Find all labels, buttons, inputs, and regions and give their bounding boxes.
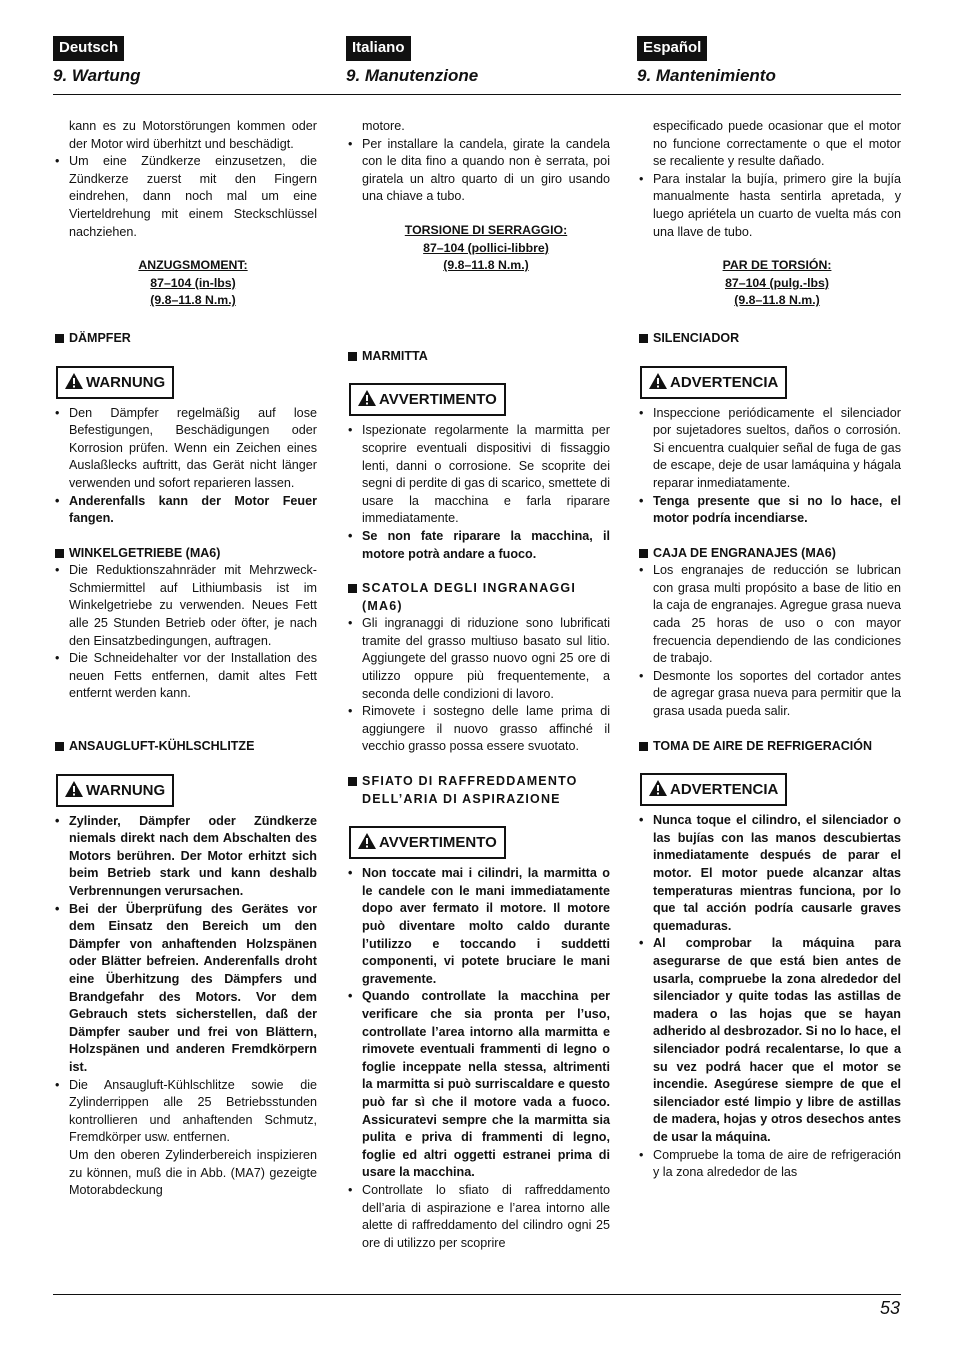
heading-muffler: SILENCIADOR bbox=[637, 330, 901, 348]
warning-triangle-icon bbox=[64, 780, 84, 798]
header-deutsch bbox=[53, 36, 317, 87]
square-bullet-icon bbox=[55, 334, 64, 343]
bullet-item: • Se non fate riparare la macchina, il motore potrà andare a fuoco. bbox=[346, 528, 610, 563]
bullet-item: • Tenga presente que si no lo hace, el motor podría incendiarse. bbox=[637, 493, 901, 528]
bullet-item: • Anderenfalls kann der Motor Feuer fangen. bbox=[53, 493, 317, 528]
section-title-espanol: 9. Mantenimiento bbox=[637, 66, 776, 85]
warning-triangle-icon bbox=[357, 389, 377, 407]
torque-label: ANZUGSMOMENT: bbox=[138, 258, 248, 273]
warning-box: ADVERTENCIA bbox=[640, 366, 787, 399]
warning-box: ADVERTENCIA bbox=[640, 773, 787, 806]
warning-box: WARNUNG bbox=[56, 366, 174, 399]
footer-divider bbox=[53, 1294, 901, 1295]
torque-value-inlbs: 87–104 (in-lbs) bbox=[150, 275, 236, 290]
section-title-deutsch: 9. Wartung bbox=[53, 66, 141, 85]
language-tab-espanol: Español bbox=[637, 36, 707, 61]
header-divider bbox=[53, 94, 901, 95]
column-italiano bbox=[346, 118, 610, 1252]
heading-gearbox: CAJA DE ENGRANAJES (MA6) bbox=[637, 545, 901, 563]
heading-muffler: MARMITTA bbox=[346, 348, 610, 366]
bullet-item: • Inspeccione periódicamente el silenciador por sujetadores sueltos, daños o corrosión. Si encuentra cualquier señal de fuga de gas de escape, deje de usar lamáquina y hágala reparar inmediatamente. bbox=[637, 405, 901, 493]
heading-gearbox: SCATOLA DEGLI INGRANAGGI (MA6) bbox=[346, 580, 610, 615]
bullet-item: • Den Dämpfer regelmäßig auf lose Befestigungen, Beschädigungen oder Korrosion prüfen. Wenn ein Zeichen eines Auslaßlecks auftritt, das Gerät nicht länger verwenden und sofort reparieren lassen. bbox=[53, 405, 317, 493]
heading-muffler: DÄMPFER bbox=[53, 330, 317, 348]
torque-label: TORSIONE DI SERRAGGIO: bbox=[404, 222, 568, 237]
paragraph: motore. bbox=[362, 119, 405, 133]
torque-value-inlbs: 87–104 (pollici-libbre) bbox=[423, 240, 549, 255]
bullet-item: • Al comprobar la máquina para asegurarse de que está bien antes de usarla, compruebe la zona alrededor del silenciador y quite todas las astillas de madera o las hojas que se hayan adherido al desbrozador. Si no lo hace, el silenciador podrá recalentarse, lo que a su vez podrá hacer que el motor se incendie. Asegúrese siempre de que el silenciador esté limpio y libre de astillas de madera, hojas y otros desechos antes de usar la máquina. bbox=[637, 935, 901, 1146]
bullet-item: • Compruebe la toma de aire de refrigeración y la zona alrededor de las bbox=[637, 1147, 901, 1182]
heading-air-intake: ANSAUGLUFT-KÜHLSCHLITZE bbox=[53, 738, 317, 756]
bullet-item: • Ispezionate regolarmente la marmitta per scoprire eventuali dispositivi di fissaggio lenti, danni o corrosione. Se scoprite dei segni di perdite di gas di scarico, smettete di usare la macchina e farla riparare immediatamente. bbox=[346, 422, 610, 528]
column-espanol bbox=[637, 118, 901, 1182]
bullet-item: • Quando controllate la macchina per verificare che sia pronta per l’uso, controllate l’area intorno alla marmitta e rimovete eventuali frammenti di legno o foglie inceppate nella stessa, altrimenti la marmitta si può surriscaldare e questo può far sì che il motore vada a fuoco. Assicuratevi sempre che la marmitta sia pulita e priva di frammenti di legno, foglie ed altri oggetti estranei prima di usare la macchina. bbox=[346, 988, 610, 1182]
paragraph: especificado puede ocasionar que el motor no funcione correctamente o que el motor se recaliente y resulte dañado. bbox=[653, 119, 901, 169]
square-bullet-icon bbox=[348, 584, 357, 593]
warning-triangle-icon bbox=[648, 779, 668, 797]
bullet-item: • Die Ansaugluft-Kühlschlitze sowie die Zylinderrippen alle 25 Betriebsstunden kontrollieren und anhaftenden Schmutz, Fremdkörper usw. entfernen. bbox=[53, 1077, 317, 1147]
torque-value-nm: (9.8–11.8 N.m.) bbox=[734, 293, 820, 308]
warning-triangle-icon bbox=[648, 372, 668, 390]
warning-triangle-icon bbox=[357, 832, 377, 850]
page-number: 53 bbox=[879, 1298, 900, 1318]
bullet-item: • Zylinder, Dämpfer oder Zündkerze niemals direkt nach dem Abschalten des Motors berühren. Der Motor erhitzt sich beim Betrieb stark und kann deshalb Verbrennungen verursachen. bbox=[53, 813, 317, 901]
paragraph: Um den oberen Zylinderbereich inspizieren zu können, muß die in Abb. (MA7) gezeigte Motorabdeckung bbox=[69, 1147, 317, 1198]
language-tab-italiano: Italiano bbox=[346, 36, 411, 61]
torque-value-inlbs: 87–104 (pulg.-lbs) bbox=[725, 275, 829, 290]
heading-air-intake: SFIATO DI RAFFREDDAMENTO DELL’ARIA DI ASPIRAZIONE bbox=[346, 773, 610, 808]
bullet-item: • Die Schneidehalter vor der Installation des neuen Fetts entfernen, damit altes Fett entfernt werden kann. bbox=[53, 650, 317, 703]
paragraph: kann es zu Motorstörungen kommen oder der Motor wird überhitzt und beschädigt. bbox=[69, 119, 317, 151]
heading-air-intake: TOMA DE AIRE DE REFRIGERACIÓN bbox=[637, 738, 901, 756]
square-bullet-icon bbox=[55, 742, 64, 751]
bullet-item: • Los engranajes de reducción se lubrican con grasa multi propósito a base de litio en la caja de engranajes. Agregue grasa nueva cada 25 horas de uso o con mayor frecuencia dependiendo de las condiciones de trabajo. bbox=[637, 562, 901, 668]
square-bullet-icon bbox=[639, 742, 648, 751]
bullet-item: • Per installare la candela, girate la candela con le dita fino a quando non è serrata, poi giratela un altro quarto di un giro usando una chiave a tubo. bbox=[346, 136, 610, 206]
warning-box: WARNUNG bbox=[56, 774, 174, 807]
bullet-item: • Die Reduktionszahnräder mit Mehrzweck-Schmiermittel auf Lithiumbasis ist im Winkelgetriebe zu verwenden. Neues Fett alle 25 Stunden Betrieb oder öfter, je nach den Einsatzbedingungen, auftragen. bbox=[53, 562, 317, 650]
language-tab-deutsch: Deutsch bbox=[53, 36, 124, 61]
bullet-item: • Controllate lo sfiato di raffreddamento dell’aria di aspirazione e l’area intorno alle alette di raffreddamento del cilindro ogni 25 ore di utilizzo per scoprire bbox=[346, 1182, 610, 1252]
bullet-item: • Um eine Zündkerze einzusetzen, die Zündkerze zuerst mit den Fingern eindrehen, dann noch mal um eine Vierteldrehung mit einem Steckschlüssel nachziehen. bbox=[53, 153, 317, 241]
heading-gearbox: WINKELGETRIEBE (MA6) bbox=[53, 545, 317, 563]
bullet-item: • Bei der Überprüfung des Gerätes vor dem Einsatz den Bereich um den Dämpfer von anhaftenden Holzspänen oder Blätter befreien. Anderenfalls droht eine Überhitzung des Dämpfers und Brandgefahr des Motors. Vor dem Gebrauch stets sicherstellen, daß der Dämpfer sauber und frei von Blättern, Holzspänen und anderen Fremdkörpern ist. bbox=[53, 901, 317, 1077]
bullet-item: • Gli ingranaggi di riduzione sono lubrificati tramite del grasso multiuso basato sul litio. Aggiungete del grasso nuovo ogni 25 ore di utilizzo oppure più frequentemente, a seconda delle condizioni di lavoro. bbox=[346, 615, 610, 703]
bullet-item: • Para instalar la bujía, primero gire la bujía manualmente hasta sentirla apretada, y luego apriétela un cuarto de vuelta más con una llave de tubo. bbox=[637, 171, 901, 241]
column-deutsch bbox=[53, 118, 317, 1200]
bullet-item: • Non toccate mai i cilindri, la marmitta o le candele con le mani immediatamente dopo aver fermato il motore. Il motore può diventare molto caldo durante l’utilizzo e toccando i suddetti componenti, vi potete bruciare le mani gravemente. bbox=[346, 865, 610, 988]
square-bullet-icon bbox=[639, 549, 648, 558]
section-title-italiano: 9. Manutenzione bbox=[346, 66, 479, 85]
warning-box: AVVERTIMENTO bbox=[349, 383, 506, 416]
square-bullet-icon bbox=[55, 549, 64, 558]
square-bullet-icon bbox=[639, 334, 648, 343]
square-bullet-icon bbox=[348, 777, 357, 786]
warning-box: AVVERTIMENTO bbox=[349, 826, 506, 859]
torque-value-nm: (9.8–11.8 N.m.) bbox=[150, 293, 236, 308]
warning-triangle-icon bbox=[64, 372, 84, 390]
header-espanol bbox=[637, 36, 901, 87]
square-bullet-icon bbox=[348, 352, 357, 361]
bullet-item: • Desmonte los soportes del cortador antes de agregar grasa nueva para permitir que la grasa usada pueda salir. bbox=[637, 668, 901, 721]
bullet-item: • Nunca toque el cilindro, el silenciador o las bujías con las manos descubiertas inmediatamente después de parar el motor. El motor puede alcanzar altas temperaturas mientras funciona, por lo que tal acción podría causarle graves quemaduras. bbox=[637, 812, 901, 935]
header-italiano bbox=[346, 36, 610, 87]
torque-value-nm: (9.8–11.8 N.m.) bbox=[443, 258, 529, 273]
torque-label: PAR DE TORSIÓN: bbox=[722, 258, 832, 273]
bullet-item: • Rimovete i sostegno delle lame prima di aggiungere il nuovo grasso affinché il vecchio grasso possa essere svuotato. bbox=[346, 703, 610, 756]
